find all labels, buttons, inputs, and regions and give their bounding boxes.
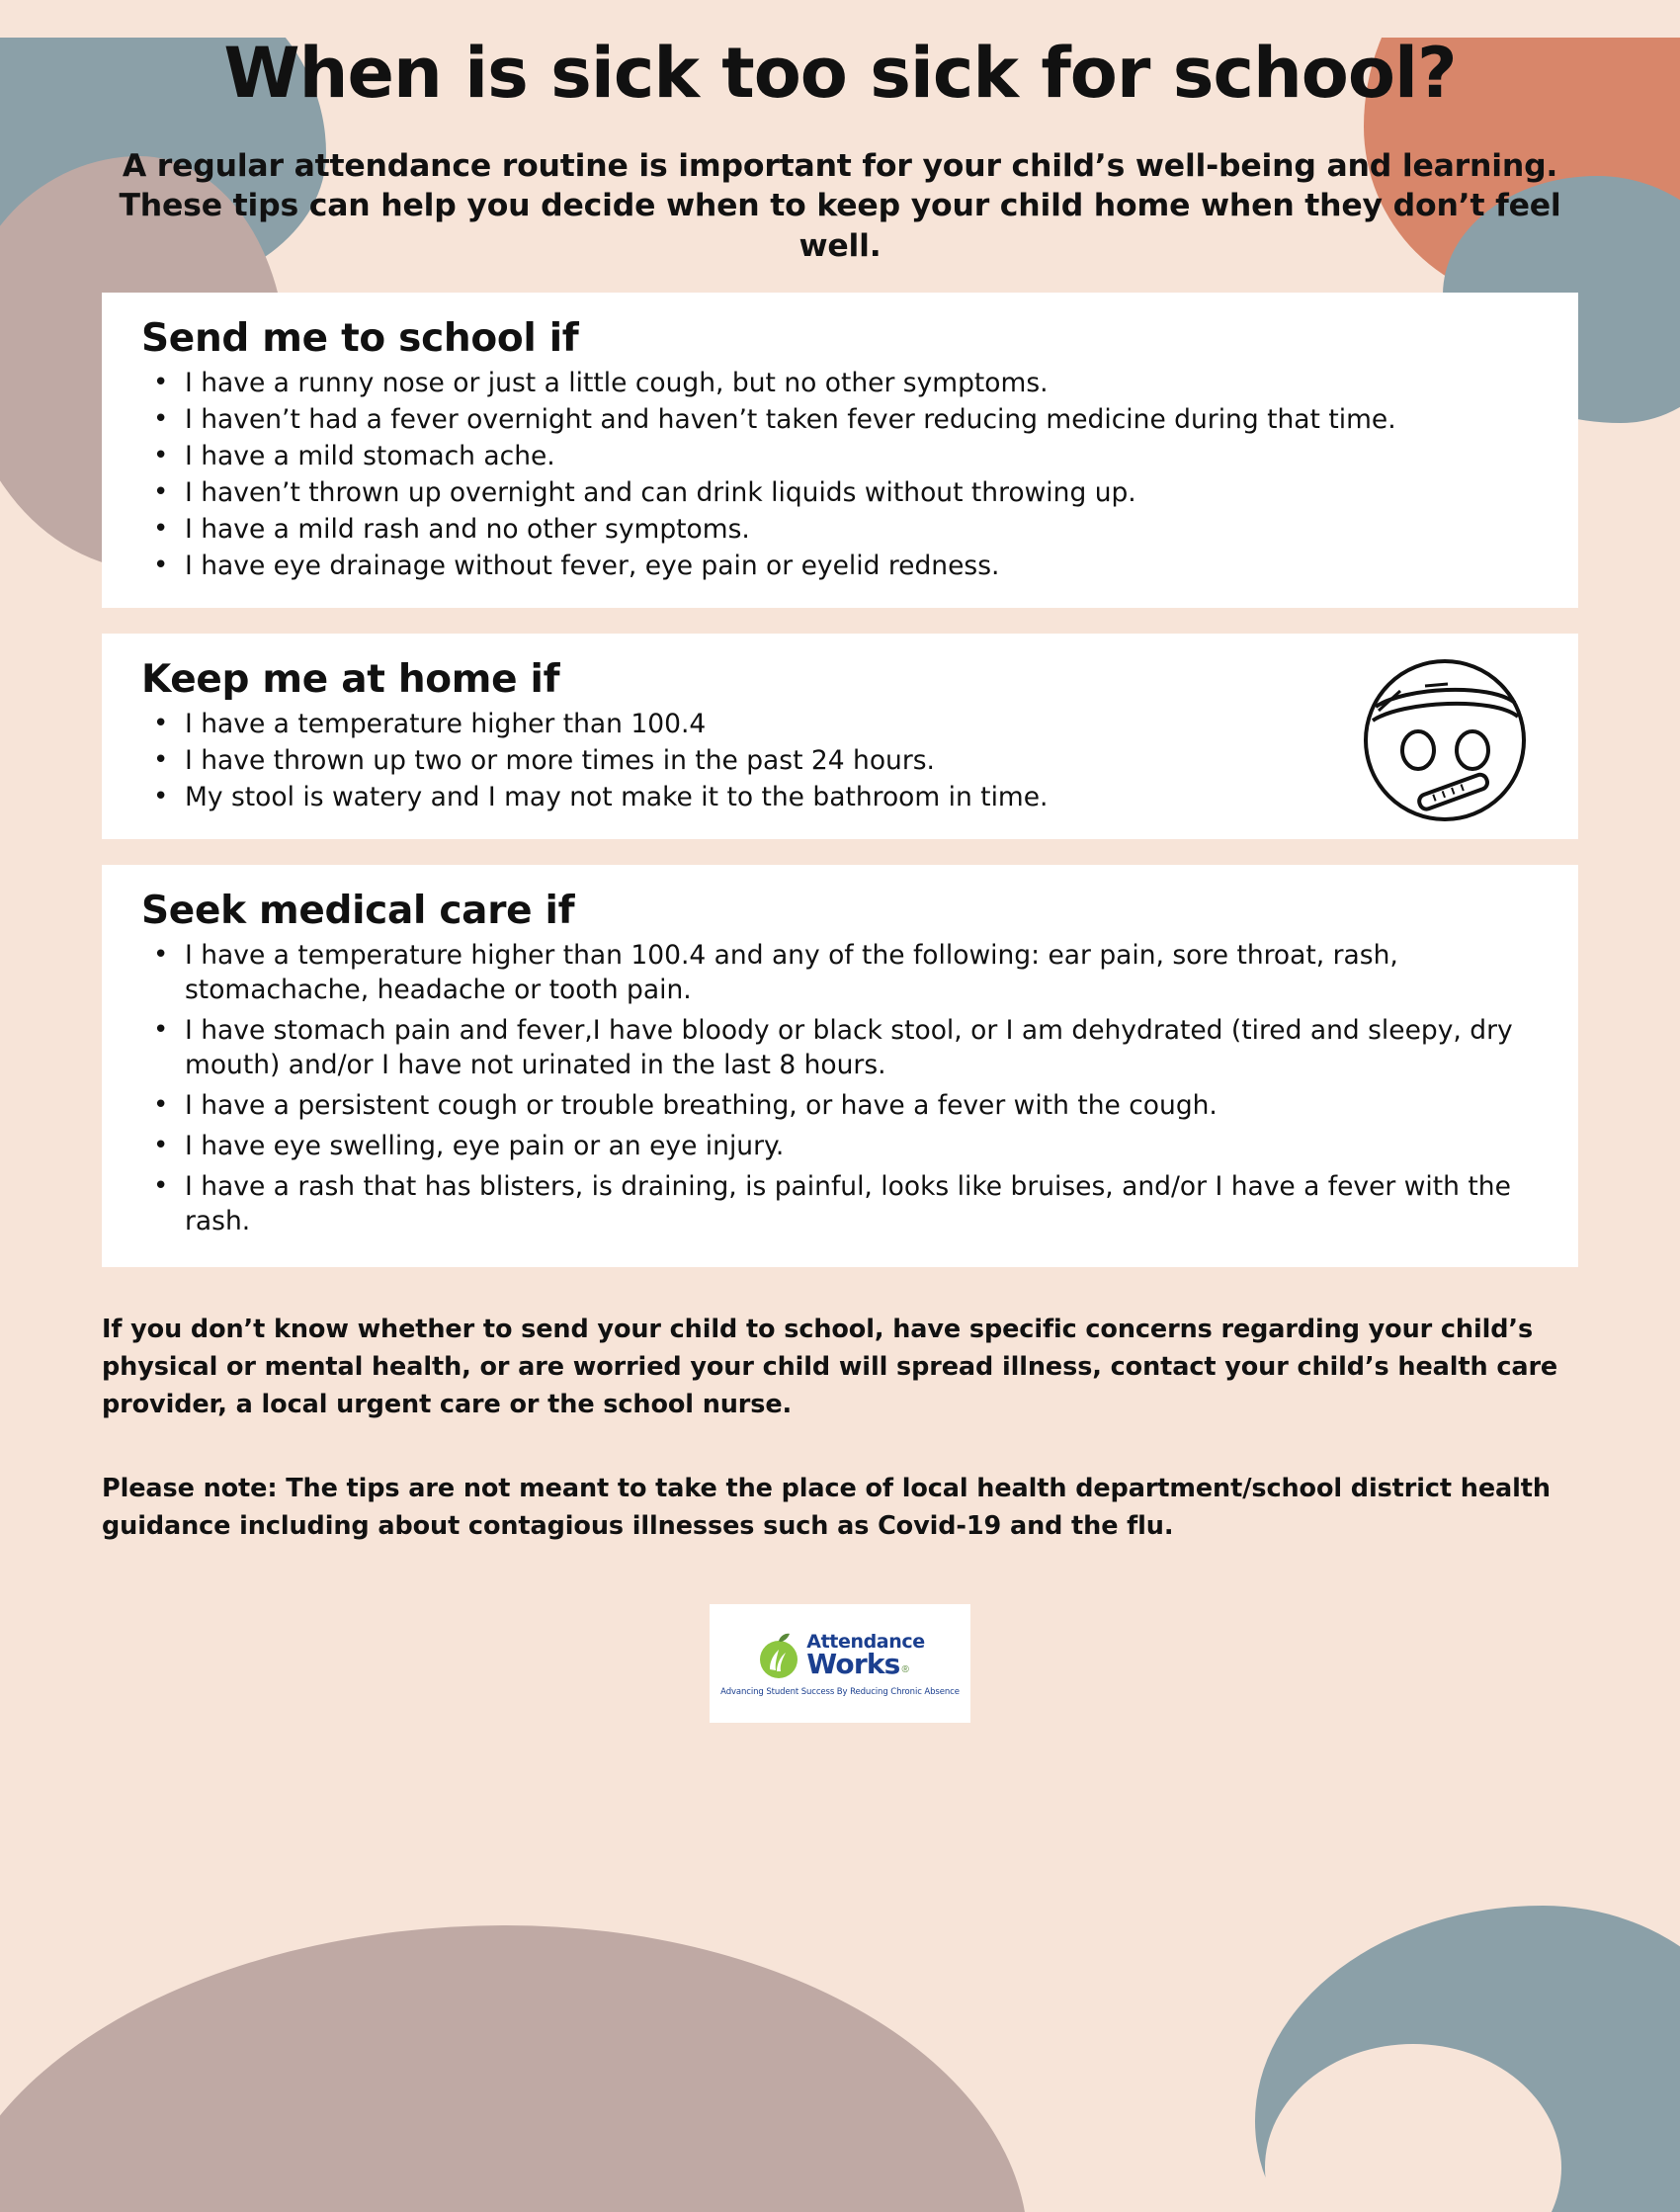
logo-line-2: Works bbox=[806, 1648, 900, 1681]
list-item: • I haven’t had a fever overnight and haven’t taken fever reducing medicine during that time. bbox=[175, 403, 1549, 438]
list-item: • I have stomach pain and fever,I have bloody or black stool, or I am dehydrated (tired and sleepy, dry mouth) and/or I have not urinated in the last 8 hours. bbox=[175, 1014, 1549, 1083]
section-keep-at-home bbox=[102, 634, 1578, 839]
intro-paragraph: A regular attendance routine is important for your child’s well-being and learning. These tips can help you decide when to keep your child home when they don’t feel well. bbox=[119, 147, 1561, 265]
section-list bbox=[131, 939, 1549, 1239]
footnote-contact-guidance: If you don’t know whether to send your child to school, have specific concerns regarding your child’s physical or mental health, or are worried your child will spread illness, contact your child’s health care provider, a local urgent care or the school nurse. bbox=[102, 1314, 1558, 1420]
list-item: • I have eye drainage without fever, eye pain or eyelid redness. bbox=[175, 550, 1549, 584]
list-item: • I have eye swelling, eye pain or an eye injury. bbox=[175, 1130, 1549, 1164]
list-item: • I have a mild rash and no other symptoms. bbox=[175, 513, 1549, 548]
sick-face-with-thermometer-icon bbox=[1331, 645, 1558, 828]
section-heading: Keep me at home if bbox=[141, 657, 560, 703]
footnote-please-note: Please note: The tips are not meant to take the place of local health department/school district health guidance including about contagious illnesses such as Covid-19 and the flu. bbox=[102, 1473, 1551, 1541]
list-item: • I have a temperature higher than 100.4 and any of the following: ear pain, sore throat, rash, stomachache, headache or tooth pain. bbox=[175, 939, 1549, 1008]
section-heading: Seek medical care if bbox=[141, 889, 575, 934]
logo-registered-mark: ® bbox=[901, 1664, 909, 1676]
apple-hand-logo-icon bbox=[755, 1630, 802, 1681]
list-item: • I have a runny nose or just a little cough, but no other symptoms. bbox=[175, 367, 1549, 401]
section-heading: Send me to school if bbox=[141, 316, 579, 362]
poster-content bbox=[0, 33, 1680, 1545]
logo-area bbox=[0, 1604, 1680, 1723]
page-title: When is sick too sick for school? bbox=[223, 33, 1457, 114]
list-item: • I have a rash that has blisters, is draining, is painful, looks like bruises, and/or I have a fever with the rash. bbox=[175, 1170, 1549, 1239]
list-item: • I have thrown up two or more times in the past 24 hours. bbox=[175, 744, 1549, 779]
section-seek-medical-care bbox=[102, 865, 1578, 1267]
section-list bbox=[131, 367, 1549, 584]
logo-line-1: Attendance bbox=[806, 1631, 925, 1654]
attendance-works-logo bbox=[710, 1604, 970, 1723]
list-item: • I have a persistent cough or trouble breathing, or have a fever with the cough. bbox=[175, 1089, 1549, 1124]
list-item: • I have a mild stomach ache. bbox=[175, 440, 1549, 474]
section-send-to-school bbox=[102, 293, 1578, 608]
logo-tagline: Advancing Student Success By Reducing Chronic Absence bbox=[720, 1687, 960, 1698]
list-item: • My stool is watery and I may not make it to the bathroom in time. bbox=[175, 781, 1549, 815]
list-item: • I haven’t thrown up overnight and can drink liquids without throwing up. bbox=[175, 476, 1549, 511]
blob-mauve-bottom bbox=[0, 1925, 1028, 2212]
list-item: • I have a temperature higher than 100.4 bbox=[175, 708, 1549, 742]
